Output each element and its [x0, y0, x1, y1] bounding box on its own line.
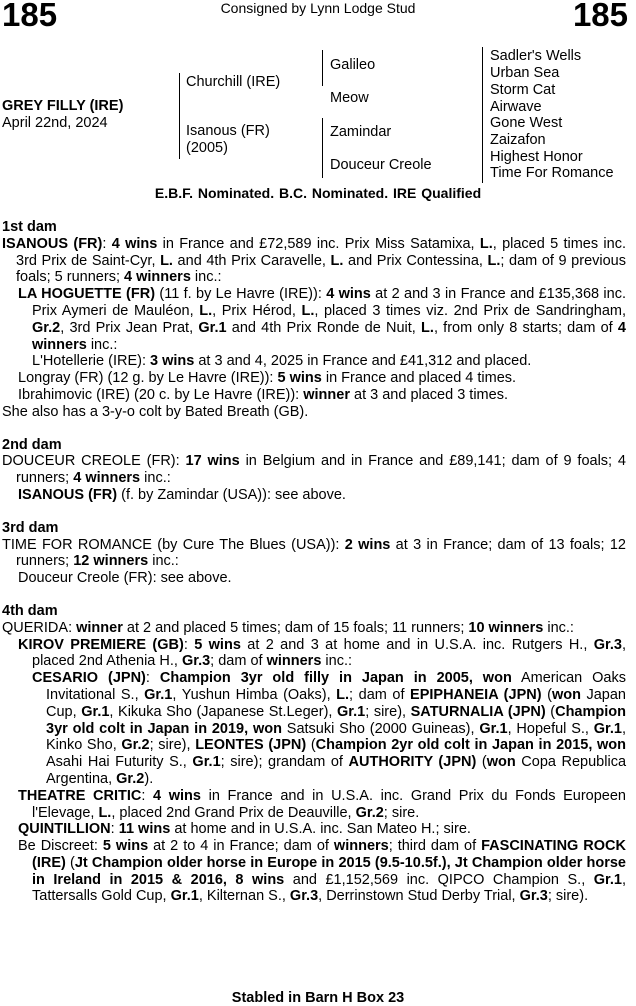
horse-dob: April 22nd, 2024: [2, 115, 108, 131]
horse-name: GREY FILLY (IRE): [2, 98, 124, 114]
first-dam-heading: 1st dam: [2, 219, 57, 235]
fourth-dam-offspring-be-discreet: Be Discreet: 5 wins at 2 to 4 in France; dam of winners; third dam of FASCINATING ROCK (IRE) (Jt Champion older horse in Europe in 2015 (9.5-10.5f.), Jt Champion older horse in Ireland in 2015 & 2016, 8 wins and £1,152,569 inc. QIPCO Champion S., Gr.1, Tattersalls Gold Cup, Gr.1, Kilternan S., Gr.3, Derrinstown Stud Derby Trial, Gr.3; sire).: [18, 838, 627, 905]
first-dam-offspring-3: Ibrahimovic (IRE) (20 c. by Le Havre (IRE)): winner at 3 and placed 3 times.: [18, 386, 508, 403]
pedigree-bracket-gen2: [179, 73, 180, 159]
pedigree-sire: Churchill (IRE): [186, 74, 281, 90]
fourth-dam-heading: 4th dam: [2, 602, 58, 619]
pedigree-dam-year: (2005): [186, 140, 228, 156]
pedigree-gen4-6: Zaizafon: [490, 132, 546, 148]
fourth-dam-offspring-kirov: KIROV PREMIERE (GB): 5 wins at 2 and 3 at home and in U.S.A. inc. Rutgers H., Gr.3, placed 2nd Athenia H., Gr.3; dam of winners inc.:: [18, 636, 626, 670]
fourth-dam-offspring-quintillion: QUINTILLION: 11 wins at home and in U.S.A. inc. San Mateo H.; sire.: [18, 821, 471, 838]
second-dam-entry: DOUCEUR CREOLE (FR): 17 wins in Belgium and in France and £89,141; dam of 9 foals; 4 runners; 4 winners inc.:: [2, 453, 626, 487]
lot-number-left: 185: [2, 0, 58, 33]
pedigree-gen4-1: Sadler's Wells: [490, 48, 582, 64]
fourth-dam-offspring-theatre-critic: THEATRE CRITIC: 4 wins in France and in U.S.A. inc. Grand Prix du Fonds Europeen l'Elevage, L., placed 2nd Grand Prix de Deauville, Gr.2; sire.: [18, 787, 626, 821]
first-dam-offspring-2: Longray (FR) (12 g. by Le Havre (IRE)): 5 wins in France and placed 4 times.: [18, 370, 517, 387]
fourth-dam-entry: QUERIDA: winner at 2 and placed 5 times; dam of 15 foals; 11 runners; 10 winners inc.:: [2, 619, 574, 636]
lot-number-right: 185: [572, 0, 628, 33]
consignor: Consigned by Lynn Lodge Stud: [220, 0, 416, 16]
pedigree-gen4-7: Highest Honor: [490, 149, 583, 165]
pedigree-gen4-3: Storm Cat: [490, 82, 556, 98]
second-dam-heading: 2nd dam: [2, 436, 62, 453]
first-dam-offspring-1: LA HOGUETTE (FR) (11 f. by Le Havre (IRE)): 4 wins at 2 and 3 in France and £135,368 inc. Prix Aymeri de Mauléon, L., Prix Hérod, L., placed 3 times viz. 2nd Prix de Sandringham, Gr.2, 3rd Prix Jean Prat, Gr.1 and 4th Prix Ronde de Nuit, L., from only 8 starts; dam of 4 winners inc.:: [18, 286, 626, 353]
pedigree-gen4-2: Urban Sea: [490, 65, 560, 81]
second-dam-offspring: ISANOUS (FR) (f. by Zamindar (USA)): see above.: [18, 486, 346, 503]
pedigree-bracket-gen4: [482, 47, 483, 183]
first-dam-grand-offspring-1: L'Hotellerie (IRE): 3 wins at 3 and 4, 2025 in France and £41,312 and placed.: [32, 353, 532, 370]
pedigree-gen3-2: Meow: [330, 90, 369, 106]
pedigree-gen4-5: Gone West: [490, 115, 563, 131]
third-dam-heading: 3rd dam: [2, 519, 59, 536]
catalogue-body: [2, 219, 626, 905]
first-dam-entry: ISANOUS (FR): 4 wins in France and £72,589 inc. Prix Miss Satamixa, L., placed 5 times inc. 3rd Prix de Saint-Cyr, L. and 4th Prix Caravelle, L. and Prix Contessina, L.; dam of 9 previous foals; 5 runners; 4 winners inc.:: [2, 235, 626, 286]
pedigree-gen3-1: Galileo: [330, 57, 376, 73]
third-dam-offspring: Douceur Creole (FR): see above.: [18, 570, 232, 587]
pedigree-dam: Isanous (FR): [186, 123, 270, 139]
fourth-dam-grand-offspring-cesario: CESARIO (JPN): Champion 3yr old filly in Japan in 2005, won American Oaks Invitational S., Gr.1, Yushun Himba (Oaks), L.; dam of EPIPHANEIA (JPN) (won Japan Cup, Gr.1, Kikuka Sho (Japanese St.Leger), Gr.1; sire), SATURNALIA (JPN) (Champion 3yr old colt in Japan in 2019, won Satsuki Sho (2000 Guineas), Gr.1, Hopeful S., Gr.1, Kinko Sho, Gr.2; sire), LEONTES (JPN) (Champion 2yr old colt in Japan in 2015, won Asahi Hai Futurity S., Gr.1; sire); grandam of AUTHORITY (JPN) (won Copa Republica Argentina, Gr.2).: [32, 670, 627, 787]
pedigree-gen3-3: Zamindar: [330, 124, 392, 140]
pedigree-gen3-4: Douceur Creole: [330, 157, 432, 173]
pedigree-bracket-gen3b: [322, 118, 323, 178]
stabled-location: Stabled in Barn H Box 23: [231, 990, 405, 1006]
first-dam-also: She also has a 3-y-o colt by Bated Breath (GB).: [2, 403, 309, 420]
pedigree-bracket-gen3a: [322, 50, 323, 86]
third-dam-entry: TIME FOR ROMANCE (by Cure The Blues (USA)): 2 wins at 3 in France; dam of 13 foals; 12 runners; 12 winners inc.:: [2, 536, 627, 570]
nominations: E.B.F. Nominated. B.C. Nominated. IRE Qualified: [154, 185, 482, 201]
pedigree-gen4-8: Time For Romance: [490, 165, 614, 181]
pedigree-gen4-4: Airwave: [490, 99, 542, 115]
